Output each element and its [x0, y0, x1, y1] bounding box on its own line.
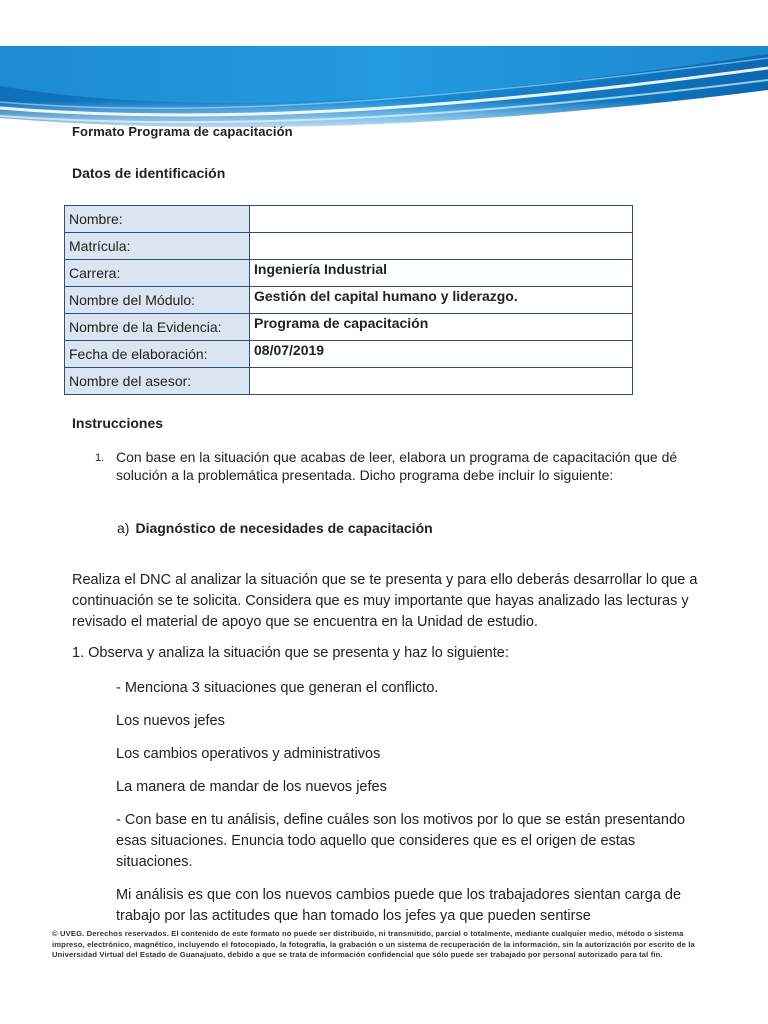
table-row: [65, 260, 633, 287]
row-label: Fecha de elaboración:: [65, 341, 250, 368]
wave-decoration: [0, 46, 768, 136]
table-row: [65, 287, 633, 314]
instruction-item-1: [95, 448, 685, 484]
instruction-text: Con base en la situación que acabas de leer, elabora un programa de capacitación que dé solución a la problemática presentada. Dicho programa debe incluir lo siguiente:: [116, 449, 678, 483]
situation-item: La manera de mandar de los nuevos jefes: [116, 779, 387, 795]
dnc-paragraph: Realiza el DNC al analizar la situación que se te presenta y para ello deberás desarrollar lo que a continuación se te solicita. Considera que es muy importante que hayas analizado las lecturas y revisado el material de apoyo que se encuentra en la Unidad de estudio.: [72, 572, 698, 630]
instructions-title: Instrucciones: [72, 415, 164, 431]
prompt-motives: - Con base en tu análisis, define cuáles son los motivos por lo que se están presentando esas situaciones. Enuncia todo aquello que consideres que es el origen de estas situaciones.: [116, 812, 686, 870]
page-title: Formato Programa de capacitación: [72, 124, 293, 139]
subsection-letter: a): [117, 520, 130, 536]
table-row: [65, 341, 633, 368]
section-title-identification: Datos de identificación: [72, 165, 226, 181]
row-value: [250, 233, 633, 260]
subsection-title: Diagnóstico de necesidades de capacitación: [135, 520, 433, 536]
row-label: Carrera:: [65, 260, 250, 287]
subsection-a: [117, 520, 433, 536]
analysis-text: Mi análisis es que con los nuevos cambios puede que los trabajadores sientan carga de trabajo por las actitudes que han tomado los jefes ya que pueden sentirse: [116, 887, 682, 924]
identification-table: [64, 205, 633, 395]
row-value: [250, 206, 633, 233]
row-label: Nombre del asesor:: [65, 368, 250, 395]
prompt-situations: - Menciona 3 situaciones que generan el conflicto.: [116, 680, 439, 696]
row-value: Programa de capacitación: [250, 314, 633, 341]
table-row: [65, 206, 633, 233]
row-value: 08/07/2019: [250, 341, 633, 368]
header-banner: [0, 46, 768, 136]
situation-item: Los nuevos jefes: [116, 713, 225, 729]
row-value: Gestión del capital humano y liderazgo.: [250, 287, 633, 314]
instruction-number: 1.: [95, 452, 105, 464]
copyright-footer: © UVEG. Derechos reservados. El contenido de este formato no puede ser distribuido, ni transmitido, parcial o totalmente, mediante cualquier medio, método o sistema impreso, electrónico, magnético, incluyendo el fotocopiado, la fotografía, la grabación o un sistema de recuperación de la información, sin la autorización por escrito de la Universidad Virtual del Estado de Guanajuato, debido a que se trata de información confidencial que sólo puede ser trabajado por personal autorizado para tal fin.: [52, 929, 695, 959]
table-row: [65, 314, 633, 341]
table-row: [65, 233, 633, 260]
row-label: Nombre del Módulo:: [65, 287, 250, 314]
row-label: Matrícula:: [65, 233, 250, 260]
row-value: Ingeniería Industrial: [250, 260, 633, 287]
row-value: [250, 368, 633, 395]
row-label: Nombre:: [65, 206, 250, 233]
row-label: Nombre de la Evidencia:: [65, 314, 250, 341]
step-1: 1. Observa y analiza la situación que se presenta y haz lo siguiente:: [72, 645, 509, 661]
situation-item: Los cambios operativos y administrativos: [116, 746, 381, 762]
table-row: [65, 368, 633, 395]
